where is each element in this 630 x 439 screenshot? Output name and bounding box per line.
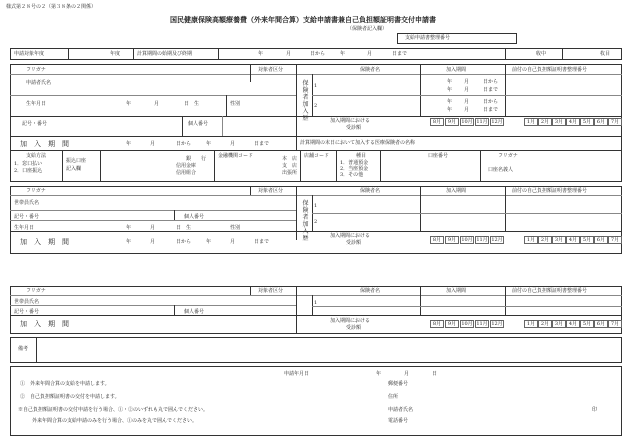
applicant-name-label: 申請者氏名 <box>26 80 52 86</box>
month-label: 8月 <box>432 119 442 125</box>
month-label: 8月 <box>432 237 442 243</box>
month-label: 9月 <box>447 119 457 125</box>
month-label: 12月 <box>491 321 503 327</box>
footer-box <box>10 366 622 436</box>
insurer-history-label: 保険者加入歴 <box>302 80 309 122</box>
month-label: 6月 <box>596 119 606 125</box>
month-label: 6月 <box>596 321 606 327</box>
month-label: 7月 <box>610 237 620 243</box>
month-label: 5月 <box>582 237 592 243</box>
form-number: 様式第２８号の２（第３８条の２関係） <box>6 4 97 10</box>
month-label: 2月 <box>540 237 550 243</box>
month-label: 11月 <box>476 321 488 327</box>
month-label: 4月 <box>568 237 578 243</box>
month-label: 9月 <box>447 237 457 243</box>
remarks-box[interactable] <box>10 337 622 363</box>
fiscal-year-suffix: 年度 <box>110 51 121 57</box>
remarks-label: 備考 <box>18 346 29 352</box>
month-label: 10月 <box>461 119 473 125</box>
receipt-number-label: 支給申請書整理番号 <box>405 35 451 41</box>
page-title: 国民健康保険高額療養費（外来年間合算）支給申請書兼自己負担額証明書交付申請書 <box>170 15 436 24</box>
month-label: 11月 <box>476 237 488 243</box>
period-label: 計算期間の始期及び終期 <box>137 51 193 57</box>
month-label: 3月 <box>554 119 564 125</box>
month-label: 10月 <box>461 321 473 327</box>
month-label: 10月 <box>461 237 473 243</box>
household-name-label: 世帯員氏名 <box>14 200 40 206</box>
month-label: 3月 <box>554 237 564 243</box>
month-label: 7月 <box>610 119 620 125</box>
month-label: 12月 <box>491 237 503 243</box>
month-label: 1月 <box>526 237 536 243</box>
month-label: 8月 <box>432 321 442 327</box>
fiscal-year-label: 申請対象年度 <box>14 51 45 57</box>
insurer-note: （保険者記入欄） <box>347 26 388 32</box>
month-label: 5月 <box>582 119 592 125</box>
month-label: 3月 <box>554 321 564 327</box>
month-label: 1月 <box>526 321 536 327</box>
month-label: 2月 <box>540 119 550 125</box>
application-date-label: 申請年月日 <box>284 371 310 377</box>
month-label: 1月 <box>526 119 536 125</box>
month-label: 12月 <box>491 119 503 125</box>
month-label: 9月 <box>447 321 457 327</box>
month-label: 5月 <box>582 321 592 327</box>
month-label: 4月 <box>568 119 578 125</box>
month-label: 2月 <box>540 321 550 327</box>
month-label: 4月 <box>568 321 578 327</box>
month-label: 7月 <box>610 321 620 327</box>
month-label: 11月 <box>476 119 488 125</box>
month-label: 6月 <box>596 237 606 243</box>
